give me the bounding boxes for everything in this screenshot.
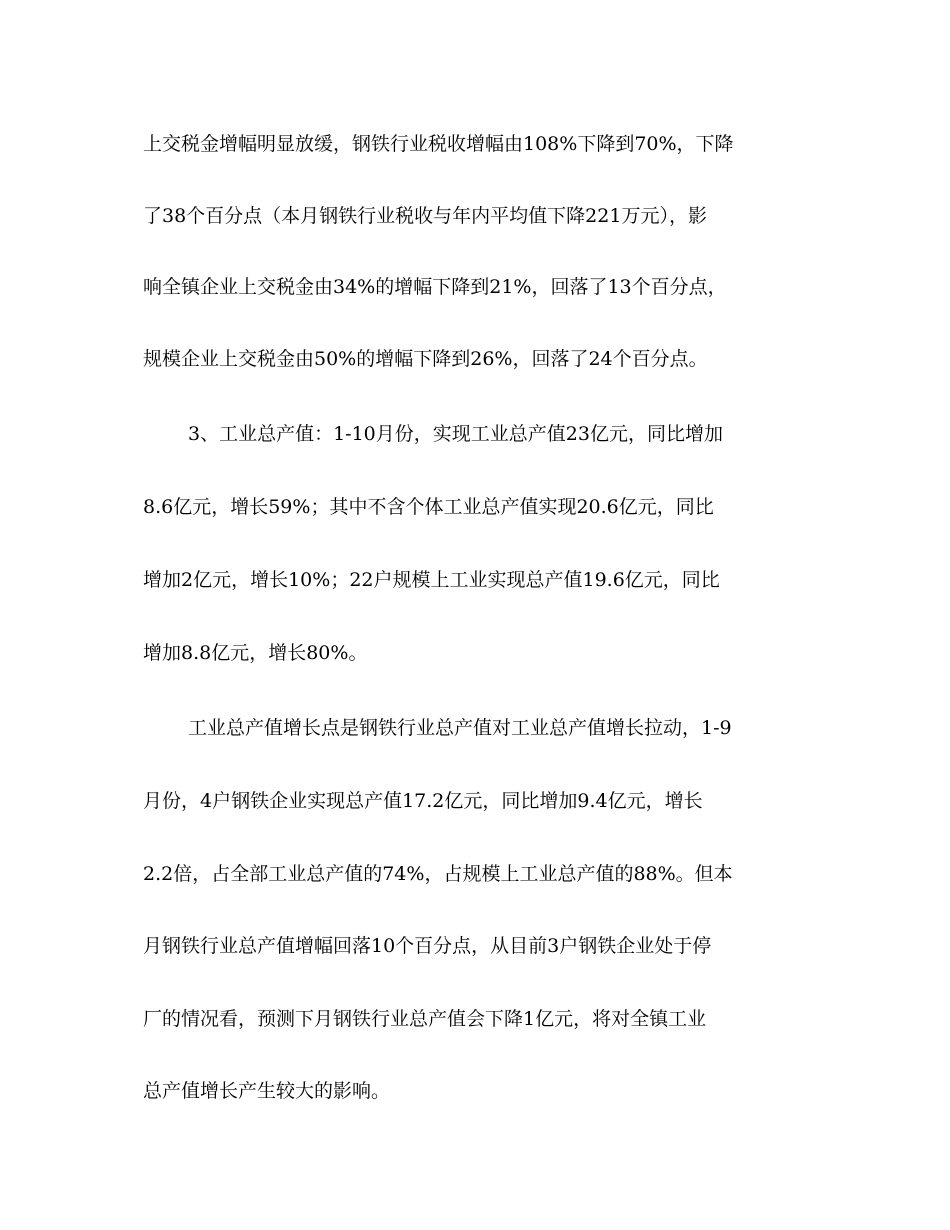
text-line: 上交税金增幅明显放缓，钢铁行业税收增幅由108%下降到70%，下降 <box>143 133 734 155</box>
text-line: 8.6亿元，增长59%；其中不含个体工业总产值实现20.6亿元，同比 <box>143 496 714 518</box>
text-line: 增加8.8亿元，增长80%。 <box>143 642 368 664</box>
text-line: 规模企业上交税金由50%的增幅下降到26%，回落了24个百分点。 <box>143 348 708 370</box>
text-line: 工业总产值增长点是钢铁行业总产值对工业总产值增长拉动，1-9 <box>188 717 732 739</box>
text-line: 增加2亿元，增长10%；22户规模上工业实现总产值19.6亿元，同比 <box>143 569 720 591</box>
text-line: 月份，4户钢铁企业实现总产值17.2亿元，同比增加9.4亿元，增长 <box>143 790 703 812</box>
text-line: 厂的情况看，预测下月钢铁行业总产值会下降1亿元，将对全镇工业 <box>143 1008 707 1030</box>
text-line: 月钢铁行业总产值增幅回落10个百分点，从目前3户钢铁企业处于停 <box>143 935 712 957</box>
text-line: 2.2倍，占全部工业总产值的74%，占规模上工业总产值的88%。但本 <box>143 863 733 885</box>
text-line: 了38个百分点（本月钢铁行业税收与年内平均值下降221万元），影 <box>143 205 707 227</box>
text-line: 3、工业总产值：1-10月份，实现工业总产值23亿元，同比增加 <box>188 423 723 445</box>
text-line: 总产值增长产生较大的影响。 <box>143 1080 391 1102</box>
text-line: 响全镇企业上交税金由34%的增幅下降到21%，回落了13个百分点， <box>143 276 727 298</box>
